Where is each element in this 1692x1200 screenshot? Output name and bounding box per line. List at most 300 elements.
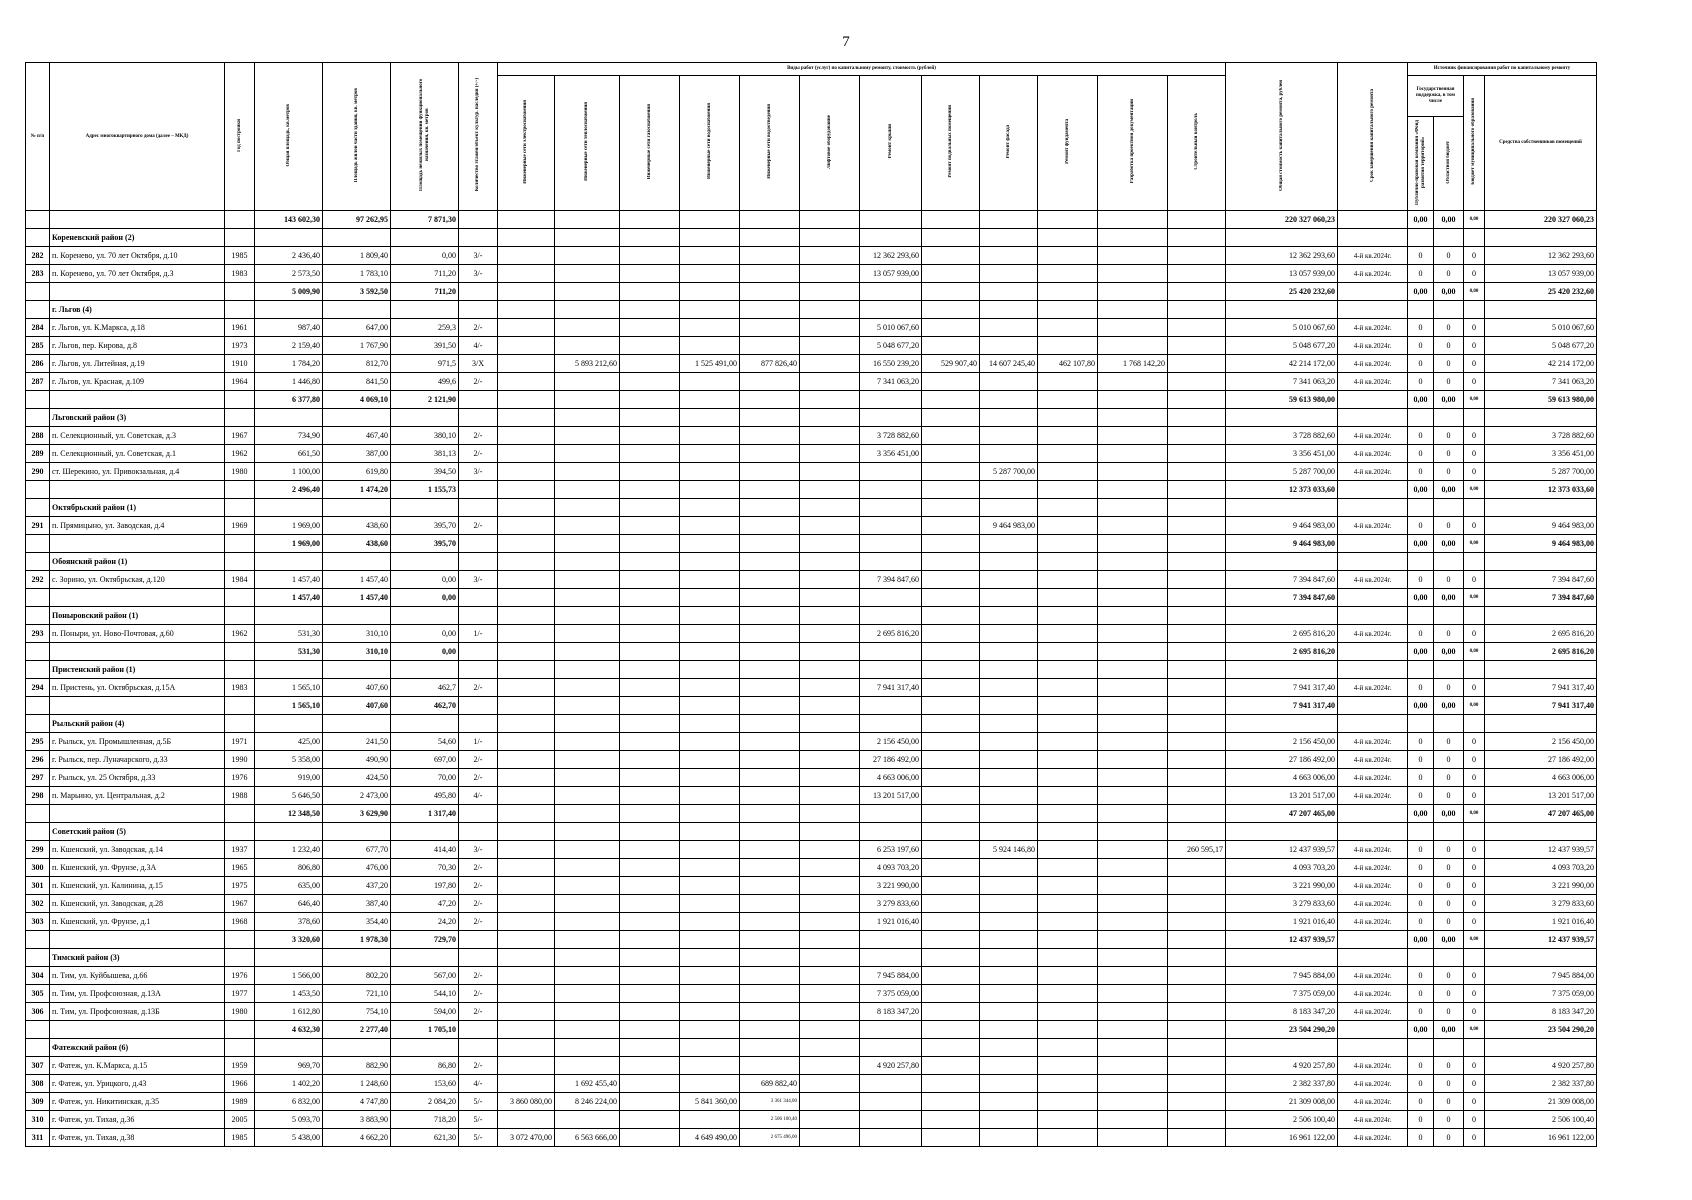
table-cell [1168, 499, 1226, 517]
table-cell: п. Коренево, ул. 70 лет Октября, д.3 [50, 265, 225, 283]
table-cell: 5 358,00 [255, 751, 323, 769]
table-cell [1098, 571, 1168, 589]
table-cell: 802,20 [323, 967, 391, 985]
table-cell [555, 373, 620, 391]
table-cell [680, 1057, 740, 1075]
table-cell: 4-й кв.2024г. [1338, 427, 1408, 445]
table-cell: 0,00 [1408, 697, 1434, 715]
table-cell [620, 661, 680, 679]
table-cell: п. Поныри, ул. Ново-Почтовая, д.60 [50, 625, 225, 643]
table-cell [498, 985, 555, 1003]
table-cell [555, 643, 620, 661]
table-cell [1038, 553, 1098, 571]
table-cell [1408, 715, 1434, 733]
table-cell: 0 [1434, 445, 1464, 463]
table-cell [498, 751, 555, 769]
table-cell [1098, 1093, 1168, 1111]
header-floors: Количество этажей/объект культур. наследия (+/-) [459, 63, 498, 211]
table-cell [459, 697, 498, 715]
table-cell [255, 607, 323, 625]
table-cell [555, 787, 620, 805]
table-cell [922, 571, 980, 589]
table-cell: 0 [1434, 751, 1464, 769]
table-cell [922, 1021, 980, 1039]
table-cell: 0 [1408, 571, 1434, 589]
table-cell: 2 159,40 [255, 337, 323, 355]
table-cell: 4 632,30 [255, 1021, 323, 1039]
table-cell: 4-й кв.2024г. [1338, 517, 1408, 535]
table-cell: 0,00 [1464, 481, 1485, 499]
table-cell: г. Рыльск, ул. Промышленная, д.5Б [50, 733, 225, 751]
table-cell [1098, 913, 1168, 931]
table-cell [50, 481, 225, 499]
table-cell [740, 877, 800, 895]
table-cell [323, 499, 391, 517]
table-cell: 1 692 455,40 [555, 1075, 620, 1093]
table-cell [1098, 643, 1168, 661]
table-cell [498, 1075, 555, 1093]
header-total-cost: Общая стоимость капитального ремонта, рублей [1226, 63, 1338, 211]
district-title: г. Льгов (4) [50, 301, 225, 319]
table-cell: 197,80 [391, 877, 459, 895]
table-cell [680, 985, 740, 1003]
table-cell [740, 913, 800, 931]
table-cell [980, 373, 1038, 391]
table-cell: 1 809,40 [323, 247, 391, 265]
table-cell: 0,00 [1408, 283, 1434, 301]
table-cell [459, 229, 498, 247]
table-cell [555, 715, 620, 733]
table-cell: 2 675 496,00 [740, 1129, 800, 1147]
table-cell [1338, 805, 1408, 823]
table-cell [620, 589, 680, 607]
header-work-water: Инженерные сети водоснабжения [680, 76, 740, 211]
table-cell [1168, 463, 1226, 481]
table-cell: 1973 [225, 337, 255, 355]
table-cell [680, 1111, 740, 1129]
table-cell: 2 695 816,20 [1226, 643, 1338, 661]
table-cell [1338, 211, 1408, 229]
table-cell [26, 301, 50, 319]
table-cell [1168, 607, 1226, 625]
table-cell: 291 [26, 517, 50, 535]
table-cell: 42 214 172,00 [1485, 355, 1597, 373]
table-cell [980, 1129, 1038, 1147]
table-cell [1038, 1003, 1098, 1021]
table-cell: 0 [1464, 463, 1485, 481]
table-cell [1168, 1129, 1226, 1147]
table-cell: 310,10 [323, 625, 391, 643]
table-cell: 282 [26, 247, 50, 265]
table-cell: 0 [1464, 787, 1485, 805]
table-cell: 260 595,17 [1168, 841, 1226, 859]
table-cell [740, 301, 800, 319]
table-cell [1338, 535, 1408, 553]
table-cell: 1 565,10 [255, 679, 323, 697]
table-cell: 4-й кв.2024г. [1338, 1111, 1408, 1129]
table-cell [391, 661, 459, 679]
table-cell [1168, 571, 1226, 589]
subtotal-row [26, 391, 1597, 409]
table-cell: 0 [1464, 1003, 1485, 1021]
table-cell [1038, 607, 1098, 625]
table-cell: 0 [1434, 769, 1464, 787]
district-header-row [26, 823, 1597, 841]
table-cell [555, 499, 620, 517]
table-cell [1338, 1039, 1408, 1057]
table-cell [555, 211, 620, 229]
table-cell [620, 535, 680, 553]
table-cell [1098, 697, 1168, 715]
table-cell [980, 607, 1038, 625]
table-cell: 0,00 [1408, 481, 1434, 499]
table-cell [922, 499, 980, 517]
table-cell [800, 643, 860, 661]
table-cell [800, 481, 860, 499]
table-row [26, 769, 1597, 787]
table-cell [922, 1111, 980, 1129]
table-cell [1168, 1057, 1226, 1075]
table-cell: 9 464 983,00 [1485, 535, 1597, 553]
table-cell: 1 768 142,20 [1098, 355, 1168, 373]
table-cell: 5 893 212,60 [555, 355, 620, 373]
table-cell [740, 589, 800, 607]
table-cell: 381,13 [391, 445, 459, 463]
table-cell [225, 949, 255, 967]
table-cell [1168, 877, 1226, 895]
header-municipal: Бюджет муниципального образования [1464, 76, 1485, 211]
table-cell: 1990 [225, 751, 255, 769]
table-cell: 1969 [225, 517, 255, 535]
table-cell: 646,40 [255, 895, 323, 913]
table-cell [1098, 949, 1168, 967]
table-cell: 9 464 983,00 [1226, 517, 1338, 535]
table-cell [1098, 751, 1168, 769]
table-cell: 5/- [459, 1129, 498, 1147]
table-cell [459, 805, 498, 823]
table-cell: 0 [1434, 859, 1464, 877]
table-cell [800, 625, 860, 643]
table-cell: 0,00 [391, 571, 459, 589]
table-cell [620, 913, 680, 931]
table-cell: 4-й кв.2024г. [1338, 877, 1408, 895]
table-cell: 4 920 257,80 [860, 1057, 922, 1075]
table-cell: 5 841 360,00 [680, 1093, 740, 1111]
table-cell: 21 309 008,00 [1485, 1093, 1597, 1111]
table-cell [1098, 535, 1168, 553]
table-cell [1038, 589, 1098, 607]
table-cell [1168, 895, 1226, 913]
table-cell: 4 663 006,00 [1485, 769, 1597, 787]
table-cell [740, 841, 800, 859]
table-cell [800, 913, 860, 931]
table-cell: 7 375 059,00 [860, 985, 922, 1003]
table-cell: 4-й кв.2024г. [1338, 895, 1408, 913]
table-cell [555, 553, 620, 571]
table-cell: 299 [26, 841, 50, 859]
table-row [26, 571, 1597, 589]
table-cell [1098, 301, 1168, 319]
table-cell [800, 715, 860, 733]
table-cell [1168, 211, 1226, 229]
table-cell: 619,80 [323, 463, 391, 481]
table-cell [1464, 661, 1485, 679]
table-cell: 1959 [225, 1057, 255, 1075]
table-cell: 2/- [459, 373, 498, 391]
district-header-row [26, 229, 1597, 247]
table-cell [980, 949, 1038, 967]
table-cell [1464, 823, 1485, 841]
table-cell [1434, 499, 1464, 517]
table-cell [1434, 229, 1464, 247]
table-cell: 0 [1434, 895, 1464, 913]
table-cell [555, 751, 620, 769]
table-cell: 6 377,80 [255, 391, 323, 409]
table-cell [498, 823, 555, 841]
table-cell [555, 319, 620, 337]
table-cell: 0,00 [1434, 589, 1464, 607]
table-cell [323, 715, 391, 733]
table-row [26, 625, 1597, 643]
table-cell: 969,70 [255, 1057, 323, 1075]
table-cell [620, 625, 680, 643]
table-cell [980, 445, 1038, 463]
table-cell: 308 [26, 1075, 50, 1093]
table-cell [980, 643, 1038, 661]
table-cell [800, 1111, 860, 1129]
table-cell: 4-й кв.2024г. [1338, 445, 1408, 463]
table-cell [1038, 463, 1098, 481]
table-cell [498, 499, 555, 517]
table-cell: 0,00 [1434, 211, 1464, 229]
table-cell: 310 [26, 1111, 50, 1129]
table-cell: 1 453,50 [255, 985, 323, 1003]
table-row [26, 445, 1597, 463]
table-cell: п. Селекционный, ул. Советская, д.3 [50, 427, 225, 445]
table-cell [980, 409, 1038, 427]
table-cell: 16 961 122,00 [1226, 1129, 1338, 1147]
table-cell [620, 553, 680, 571]
table-cell [922, 463, 980, 481]
table-cell [1338, 553, 1408, 571]
table-cell: п. Кшенский, ул. Фрунзе, д.3А [50, 859, 225, 877]
district-title: Тимский район (3) [50, 949, 225, 967]
table-cell [740, 697, 800, 715]
table-cell: 1962 [225, 625, 255, 643]
table-cell [1168, 589, 1226, 607]
district-header-row [26, 949, 1597, 967]
table-cell [1168, 445, 1226, 463]
table-cell [800, 805, 860, 823]
table-cell: 882,90 [323, 1057, 391, 1075]
table-cell [922, 643, 980, 661]
table-cell [1038, 409, 1098, 427]
header-work-roof: Ремонт крыши [860, 76, 922, 211]
table-cell [922, 247, 980, 265]
table-cell [922, 1075, 980, 1093]
table-cell [1098, 985, 1168, 1003]
table-cell: 8 183 347,20 [1226, 1003, 1338, 1021]
table-cell [1168, 715, 1226, 733]
table-cell: 42 214 172,00 [1226, 355, 1338, 373]
table-cell: 0 [1464, 355, 1485, 373]
table-cell: п. Коренево, ул. 70 лет Октября, д.10 [50, 247, 225, 265]
table-cell [800, 265, 860, 283]
table-cell [1408, 229, 1434, 247]
table-cell: 0 [1434, 787, 1464, 805]
table-cell [800, 769, 860, 787]
table-cell: 7 945 884,00 [1226, 967, 1338, 985]
table-cell [555, 805, 620, 823]
table-cell: 4-й кв.2024г. [1338, 1003, 1408, 1021]
table-cell [680, 1039, 740, 1057]
table-cell [860, 715, 922, 733]
table-cell [50, 1021, 225, 1039]
table-cell [620, 823, 680, 841]
table-cell: 1967 [225, 427, 255, 445]
table-cell: 1 232,40 [255, 841, 323, 859]
table-cell [800, 967, 860, 985]
table-row [26, 373, 1597, 391]
table-cell [1098, 229, 1168, 247]
table-cell: 70,00 [391, 769, 459, 787]
subtotal-row [26, 589, 1597, 607]
table-cell [1338, 1021, 1408, 1039]
table-cell [980, 1111, 1038, 1129]
table-cell: 7 945 884,00 [1485, 967, 1597, 985]
table-cell [620, 877, 680, 895]
table-cell [680, 337, 740, 355]
table-cell [1226, 661, 1338, 679]
table-cell [680, 949, 740, 967]
table-cell: 0 [1408, 1111, 1434, 1129]
table-cell: 0 [1408, 1057, 1434, 1075]
table-cell: 7 945 884,00 [860, 967, 922, 985]
table-cell: 285 [26, 337, 50, 355]
table-cell [1098, 733, 1168, 751]
table-cell [800, 499, 860, 517]
table-cell [1338, 391, 1408, 409]
table-cell: 971,5 [391, 355, 459, 373]
table-cell [555, 391, 620, 409]
table-cell [555, 913, 620, 931]
table-cell: 7 941 317,40 [1485, 697, 1597, 715]
table-cell [555, 409, 620, 427]
table-cell: 0 [1408, 859, 1434, 877]
table-cell: 2/- [459, 517, 498, 535]
table-cell: 4 920 257,80 [1226, 1057, 1338, 1075]
table-cell [391, 301, 459, 319]
table-cell: 0,00 [1434, 931, 1464, 949]
table-cell [860, 643, 922, 661]
table-cell [922, 949, 980, 967]
table-cell [980, 571, 1038, 589]
subtotal-row [26, 283, 1597, 301]
table-cell [680, 373, 740, 391]
table-cell [498, 841, 555, 859]
table-cell: 301 [26, 877, 50, 895]
table-cell: г. Льгов, пер. Кирова, д.8 [50, 337, 225, 355]
district-title: Октябрьский район (1) [50, 499, 225, 517]
table-cell [620, 409, 680, 427]
table-cell [1038, 1129, 1098, 1147]
table-cell: 0 [1464, 247, 1485, 265]
table-cell [922, 787, 980, 805]
table-row [26, 319, 1597, 337]
table-cell: 4 662,20 [323, 1129, 391, 1147]
table-cell [980, 211, 1038, 229]
table-cell [620, 697, 680, 715]
table-cell [1038, 733, 1098, 751]
table-cell [800, 1129, 860, 1147]
table-cell [680, 517, 740, 535]
table-cell [860, 553, 922, 571]
table-cell: 241,50 [323, 733, 391, 751]
table-cell [620, 787, 680, 805]
table-cell: 13 201 517,00 [860, 787, 922, 805]
table-cell: 425,00 [255, 733, 323, 751]
table-cell [680, 1003, 740, 1021]
table-cell [555, 823, 620, 841]
table-cell: 0 [1434, 985, 1464, 1003]
table-cell: 0 [1408, 517, 1434, 535]
table-cell: 2 573,50 [255, 265, 323, 283]
table-cell: 734,90 [255, 427, 323, 445]
table-cell [680, 319, 740, 337]
table-cell: с. Зорино, ул. Октябрьская, д.120 [50, 571, 225, 589]
table-cell: 2 695 816,20 [1485, 643, 1597, 661]
table-cell: 0 [1464, 841, 1485, 859]
table-cell [922, 877, 980, 895]
table-cell: 621,30 [391, 1129, 459, 1147]
subtotal-row [26, 805, 1597, 823]
table-cell [498, 877, 555, 895]
table-cell [1168, 481, 1226, 499]
table-cell [1464, 715, 1485, 733]
table-cell [980, 805, 1038, 823]
table-cell: 304 [26, 967, 50, 985]
table-cell [980, 1075, 1038, 1093]
table-cell [255, 499, 323, 517]
table-cell [980, 697, 1038, 715]
table-cell: 1 784,20 [255, 355, 323, 373]
table-cell [922, 409, 980, 427]
table-cell: 4-й кв.2024г. [1338, 247, 1408, 265]
table-cell: 1 402,20 [255, 1075, 323, 1093]
table-cell [50, 931, 225, 949]
table-cell: 12 373 033,60 [1226, 481, 1338, 499]
table-cell [323, 301, 391, 319]
table-cell: п. Прямицыно, ул. Заводская, д.4 [50, 517, 225, 535]
table-cell: 7 341 063,20 [1485, 373, 1597, 391]
subtotal-row [26, 697, 1597, 715]
table-cell: 4 093 703,20 [1485, 859, 1597, 877]
district-header-row [26, 553, 1597, 571]
table-cell [1338, 589, 1408, 607]
table-cell: 1971 [225, 733, 255, 751]
table-cell [740, 949, 800, 967]
table-cell [555, 1111, 620, 1129]
table-cell: 1 566,00 [255, 967, 323, 985]
table-cell [800, 517, 860, 535]
table-cell: 5 048 677,20 [860, 337, 922, 355]
table-cell [800, 733, 860, 751]
table-cell: 1 446,80 [255, 373, 323, 391]
table-cell [1408, 823, 1434, 841]
table-cell [1226, 301, 1338, 319]
table-cell [800, 931, 860, 949]
table-cell [459, 661, 498, 679]
